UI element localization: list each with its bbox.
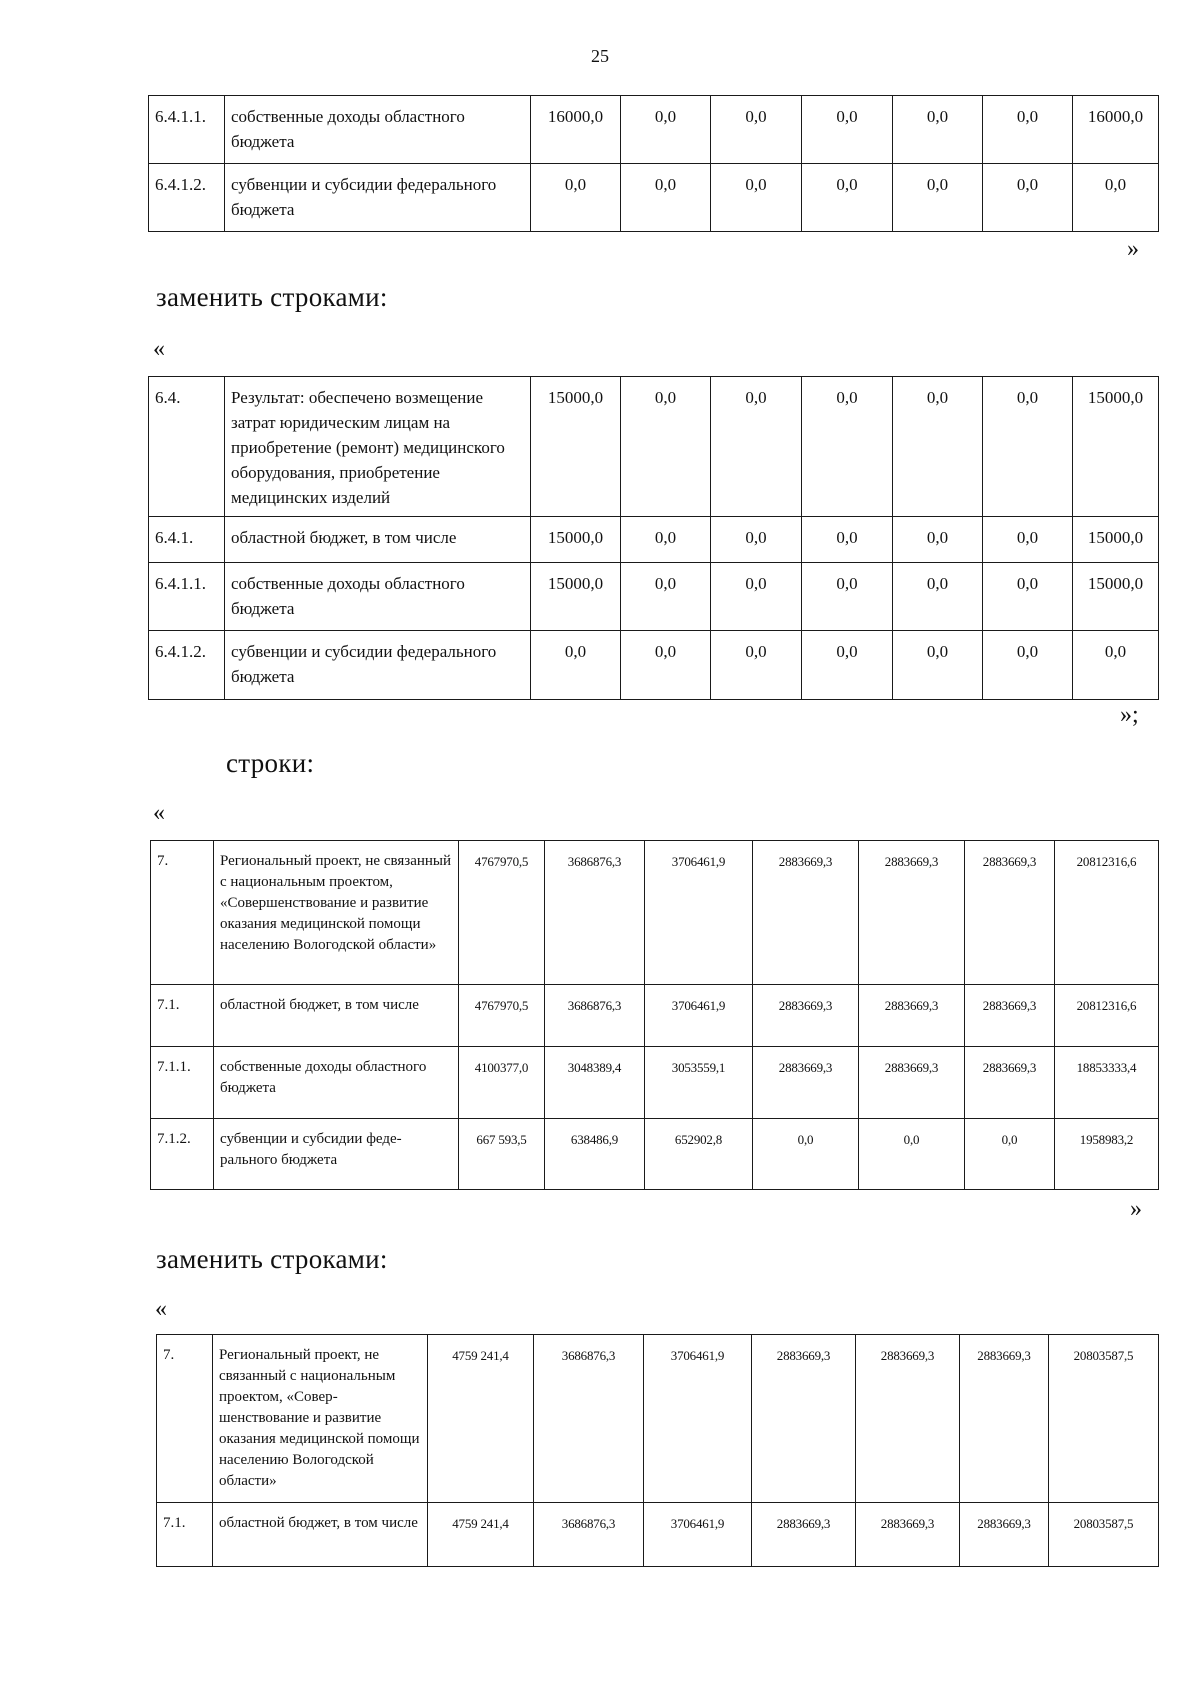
value-cell: 4759 241,4 xyxy=(428,1503,534,1567)
value-cell: 0,0 xyxy=(711,377,802,517)
value-cell: 0,0 xyxy=(983,377,1073,517)
row-name: областной бюджет, в том числе xyxy=(214,985,459,1047)
value-cell: 2883669,3 xyxy=(960,1503,1049,1567)
value-cell: 4767970,5 xyxy=(459,985,545,1047)
value-cell: 0,0 xyxy=(859,1119,965,1190)
table-row xyxy=(149,631,1159,700)
row-name: собственные доходы областного бюджета xyxy=(225,563,531,631)
value-cell: 0,0 xyxy=(621,563,711,631)
total-cell: 15000,0 xyxy=(1073,563,1159,631)
value-cell: 15000,0 xyxy=(531,517,621,563)
value-cell: 0,0 xyxy=(983,96,1073,164)
value-cell: 4759 241,4 xyxy=(428,1335,534,1503)
row-name: собственные доходы областного бюджета xyxy=(225,96,531,164)
replace-with-rows-label: заменить строками: xyxy=(156,282,388,312)
value-cell: 3048389,4 xyxy=(545,1047,645,1119)
value-cell: 0,0 xyxy=(802,164,893,232)
value-cell: 2883669,3 xyxy=(752,1503,856,1567)
row-number: 7.1. xyxy=(157,1503,213,1567)
value-cell: 0,0 xyxy=(965,1119,1055,1190)
closing-quote: » xyxy=(1130,1196,1142,1222)
row-number: 7. xyxy=(157,1335,213,1503)
row-number: 7. xyxy=(151,841,214,985)
page-number: 25 xyxy=(591,46,609,66)
row-number: 6.4.1.1. xyxy=(149,96,225,164)
value-cell: 2883669,3 xyxy=(856,1335,960,1503)
row-name: Результат: обеспечено возмещение затрат юридическим лицам на приобретение (ремонт) медицинского оборудования, приобретение медицинских изделий xyxy=(225,377,531,517)
value-cell: 2883669,3 xyxy=(965,1047,1055,1119)
row-name: субвенции и субсидии федерального бюджета xyxy=(225,631,531,700)
value-cell: 0,0 xyxy=(621,377,711,517)
value-cell: 3686876,3 xyxy=(545,985,645,1047)
value-cell: 3686876,3 xyxy=(534,1503,644,1567)
table-row xyxy=(149,563,1159,631)
value-cell: 2883669,3 xyxy=(859,841,965,985)
value-cell: 0,0 xyxy=(753,1119,859,1190)
total-cell: 15000,0 xyxy=(1073,377,1159,517)
value-cell: 0,0 xyxy=(802,96,893,164)
total-cell: 0,0 xyxy=(1073,631,1159,700)
row-number: 6.4.1. xyxy=(149,517,225,563)
value-cell: 0,0 xyxy=(711,164,802,232)
closing-quote: »; xyxy=(1120,702,1139,728)
value-cell: 3706461,9 xyxy=(645,841,753,985)
value-cell: 2883669,3 xyxy=(965,841,1055,985)
value-cell: 15000,0 xyxy=(531,563,621,631)
value-cell: 0,0 xyxy=(802,517,893,563)
closing-quote: » xyxy=(1127,236,1139,262)
value-cell: 0,0 xyxy=(621,164,711,232)
row-number: 7.1. xyxy=(151,985,214,1047)
value-cell: 2883669,3 xyxy=(856,1503,960,1567)
value-cell: 4767970,5 xyxy=(459,841,545,985)
row-name: собственные доходы областного бюджета xyxy=(214,1047,459,1119)
value-cell: 652902,8 xyxy=(645,1119,753,1190)
value-cell: 2883669,3 xyxy=(753,1047,859,1119)
value-cell: 2883669,3 xyxy=(859,985,965,1047)
total-cell: 1958983,2 xyxy=(1055,1119,1159,1190)
table-row xyxy=(151,985,1159,1047)
table-row xyxy=(149,164,1159,232)
value-cell: 2883669,3 xyxy=(960,1335,1049,1503)
table-row xyxy=(149,377,1159,517)
value-cell: 0,0 xyxy=(621,631,711,700)
table-row xyxy=(151,1047,1159,1119)
row-number: 6.4. xyxy=(149,377,225,517)
value-cell: 0,0 xyxy=(802,631,893,700)
value-cell: 0,0 xyxy=(531,164,621,232)
value-cell: 0,0 xyxy=(531,631,621,700)
opening-quote: « xyxy=(155,1296,167,1322)
table-row xyxy=(149,517,1159,563)
value-cell: 2883669,3 xyxy=(965,985,1055,1047)
value-cell: 0,0 xyxy=(983,563,1073,631)
table-row xyxy=(151,1119,1159,1190)
total-cell: 20803587,5 xyxy=(1049,1335,1159,1503)
row-name: субвенции и субсидии федерального бюджета xyxy=(225,164,531,232)
value-cell: 3053559,1 xyxy=(645,1047,753,1119)
value-cell: 0,0 xyxy=(711,96,802,164)
value-cell: 0,0 xyxy=(983,517,1073,563)
total-cell: 16000,0 xyxy=(1073,96,1159,164)
value-cell: 0,0 xyxy=(893,96,983,164)
value-cell: 0,0 xyxy=(711,631,802,700)
row-number: 7.1.1. xyxy=(151,1047,214,1119)
value-cell: 0,0 xyxy=(711,563,802,631)
value-cell: 3686876,3 xyxy=(545,841,645,985)
value-cell: 0,0 xyxy=(893,517,983,563)
value-cell: 0,0 xyxy=(711,517,802,563)
value-cell: 0,0 xyxy=(893,563,983,631)
replace-with-rows-label: заменить строками: xyxy=(156,1244,388,1274)
value-cell: 0,0 xyxy=(983,631,1073,700)
value-cell: 4100377,0 xyxy=(459,1047,545,1119)
row-name: Региональный проект, не связанный с национальным проектом, «Совершенствование и развитие оказания медицинской помощи населению Вологодской области» xyxy=(213,1335,428,1503)
table-row xyxy=(151,841,1159,985)
value-cell: 0,0 xyxy=(893,377,983,517)
row-number: 6.4.1.2. xyxy=(149,631,225,700)
total-cell: 0,0 xyxy=(1073,164,1159,232)
row-number: 6.4.1.2. xyxy=(149,164,225,232)
row-number: 7.1.2. xyxy=(151,1119,214,1190)
opening-quote: « xyxy=(153,336,165,362)
value-cell: 0,0 xyxy=(802,377,893,517)
value-cell: 0,0 xyxy=(893,631,983,700)
total-cell: 20803587,5 xyxy=(1049,1503,1159,1567)
value-cell: 667 593,5 xyxy=(459,1119,545,1190)
total-cell: 20812316,6 xyxy=(1055,985,1159,1047)
value-cell: 2883669,3 xyxy=(753,841,859,985)
value-cell: 638486,9 xyxy=(545,1119,645,1190)
value-cell: 3706461,9 xyxy=(645,985,753,1047)
value-cell: 16000,0 xyxy=(531,96,621,164)
row-name: Региональный проект, не связанный с национальным проектом, «Совершенствование и развитие оказания медицинской помощи населению Вологодской области» xyxy=(214,841,459,985)
row-number: 6.4.1.1. xyxy=(149,563,225,631)
total-cell: 20812316,6 xyxy=(1055,841,1159,985)
budget-table-new-7 xyxy=(156,1334,1159,1567)
table-row xyxy=(149,96,1159,164)
row-name: субвенции и субсидии федерального бюджета xyxy=(214,1119,459,1190)
value-cell: 15000,0 xyxy=(531,377,621,517)
value-cell: 2883669,3 xyxy=(752,1335,856,1503)
value-cell: 0,0 xyxy=(802,563,893,631)
total-cell: 15000,0 xyxy=(1073,517,1159,563)
value-cell: 0,0 xyxy=(983,164,1073,232)
total-cell: 18853333,4 xyxy=(1055,1047,1159,1119)
row-name: областной бюджет, в том числе xyxy=(213,1503,428,1567)
row-name: областной бюджет, в том числе xyxy=(225,517,531,563)
rows-label: строки: xyxy=(226,748,315,778)
value-cell: 0,0 xyxy=(893,164,983,232)
table-row xyxy=(157,1335,1159,1503)
value-cell: 0,0 xyxy=(621,96,711,164)
value-cell: 0,0 xyxy=(621,517,711,563)
value-cell: 2883669,3 xyxy=(859,1047,965,1119)
value-cell: 3686876,3 xyxy=(534,1335,644,1503)
value-cell: 3706461,9 xyxy=(644,1503,752,1567)
table-row xyxy=(157,1503,1159,1567)
opening-quote: « xyxy=(153,800,165,826)
budget-table-new-6-4 xyxy=(148,376,1159,700)
value-cell: 3706461,9 xyxy=(644,1335,752,1503)
budget-table-old-6-4 xyxy=(148,95,1159,232)
budget-table-old-7 xyxy=(150,840,1159,1190)
value-cell: 2883669,3 xyxy=(753,985,859,1047)
